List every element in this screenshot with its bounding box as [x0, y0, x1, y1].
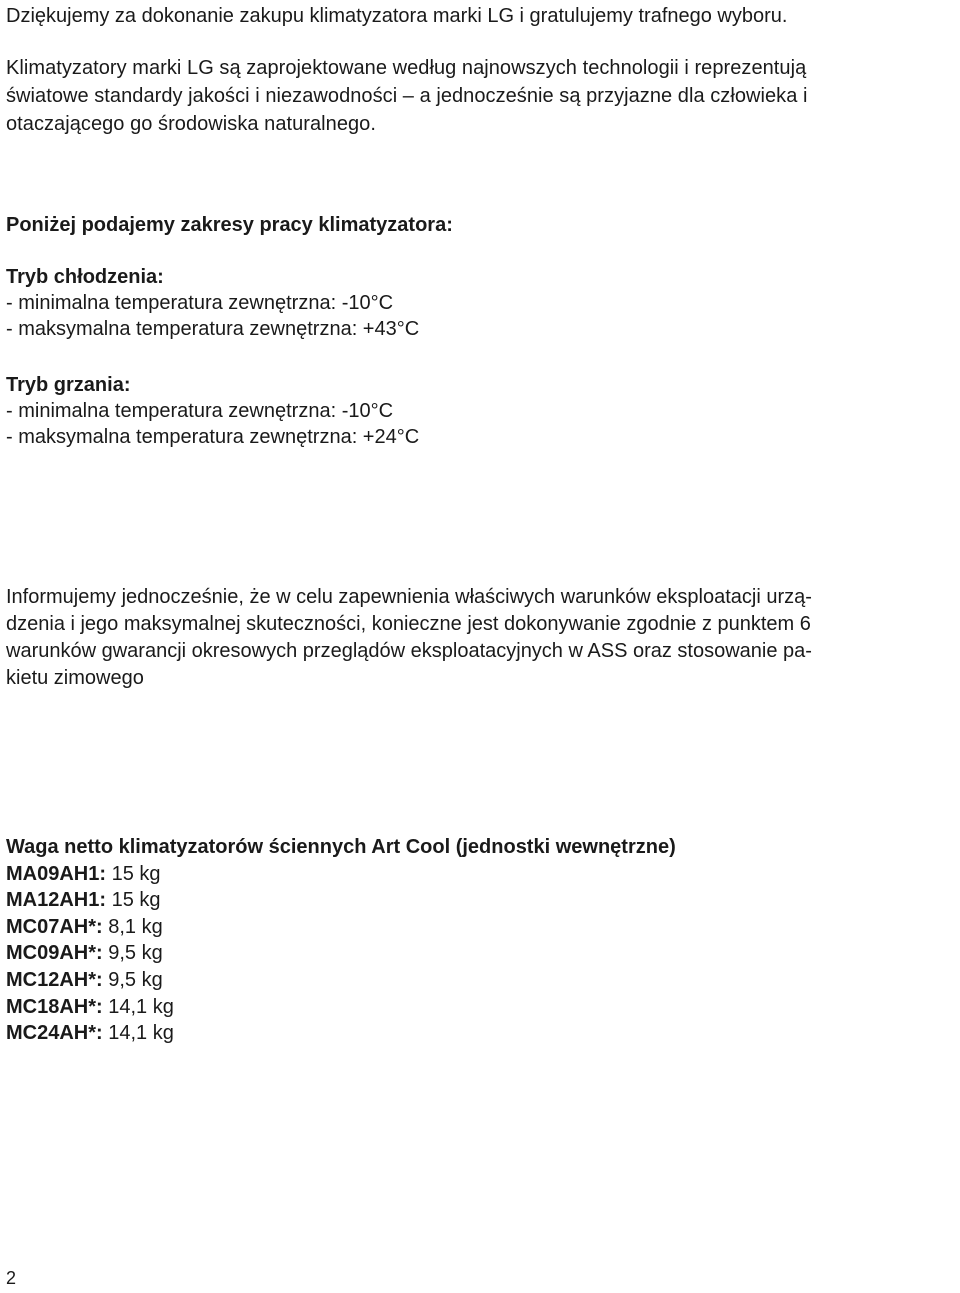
- cooling-min-temp: - minimalna temperatura zewnętrzna: -10°C: [6, 292, 394, 314]
- cooling-max-temp: - maksymalna temperatura zewnętrzna: +43°C: [6, 318, 420, 340]
- model-weight: 14,1 kg: [108, 995, 174, 1018]
- info-line: Informujemy jednocześnie, że w celu zapewnienia właściwych warunków eksploatacji urzą-: [6, 586, 812, 608]
- maintenance-info-paragraph: [6, 584, 954, 692]
- weight-list-item: [6, 914, 676, 941]
- cooling-mode-title: Tryb chłodzenia:: [6, 266, 164, 288]
- weight-list-item: [6, 994, 676, 1021]
- model-weight: 9,5 kg: [108, 942, 163, 965]
- info-line: warunków gwarancji okresowych przeglądów eksploatacyjnych w ASS oraz stosowanie pa-: [6, 640, 812, 662]
- model-weight: 8,1 kg: [108, 915, 163, 938]
- weight-list-item: [6, 967, 676, 994]
- weight-list-item: [6, 887, 676, 914]
- model-code: MC07AH*:: [6, 915, 103, 938]
- model-code: MC24AH*:: [6, 1022, 103, 1045]
- heating-min-temp: - minimalna temperatura zewnętrzna: -10°C: [6, 400, 394, 422]
- weight-list-item: [6, 1020, 676, 1047]
- page-number: 2: [6, 1268, 17, 1288]
- heating-mode-section: [6, 372, 419, 450]
- weight-list-item: [6, 861, 676, 888]
- ranges-heading: Poniżej podajemy zakresy pracy klimatyzatora:: [6, 214, 453, 236]
- weight-list: [6, 861, 676, 1047]
- thanks-paragraph: Dziękujemy za dokonanie zakupu klimatyzatora marki LG i gratulujemy trafnego wyboru.: [6, 5, 788, 27]
- model-weight: 15 kg: [111, 862, 161, 885]
- model-weight: 14,1 kg: [108, 1022, 174, 1045]
- model-weight: 15 kg: [111, 889, 161, 912]
- cooling-mode-section: [6, 264, 419, 342]
- weight-list-item: [6, 940, 676, 967]
- model-code: MA12AH1:: [6, 889, 107, 912]
- model-code: MC18AH*:: [6, 995, 103, 1018]
- intro-line: otaczającego go środowiska naturalnego.: [6, 113, 376, 135]
- intro-paragraph: [6, 54, 954, 138]
- info-line: dzenia i jego maksymalnej skuteczności, konieczne jest dokonywanie zgodnie z punktem 6: [6, 613, 811, 635]
- info-line: kietu zimowego: [6, 667, 144, 689]
- heating-mode-title: Tryb grzania:: [6, 374, 131, 396]
- model-code: MA09AH1:: [6, 862, 107, 885]
- net-weight-heading: Waga netto klimatyzatorów ściennych Art Cool (jednostki wewnętrzne): [6, 836, 676, 858]
- model-code: MC09AH*:: [6, 942, 103, 965]
- heating-max-temp: - maksymalna temperatura zewnętrzna: +24°C: [6, 426, 420, 448]
- model-weight: 9,5 kg: [108, 968, 163, 991]
- intro-line: światowe standardy jakości i niezawodności – a jednocześnie są przyjazne dla człowieka i: [6, 85, 808, 107]
- net-weight-section: [6, 834, 676, 1047]
- intro-line: Klimatyzatory marki LG są zaprojektowane według najnowszych technologii i reprezentują: [6, 57, 807, 79]
- model-code: MC12AH*:: [6, 968, 103, 991]
